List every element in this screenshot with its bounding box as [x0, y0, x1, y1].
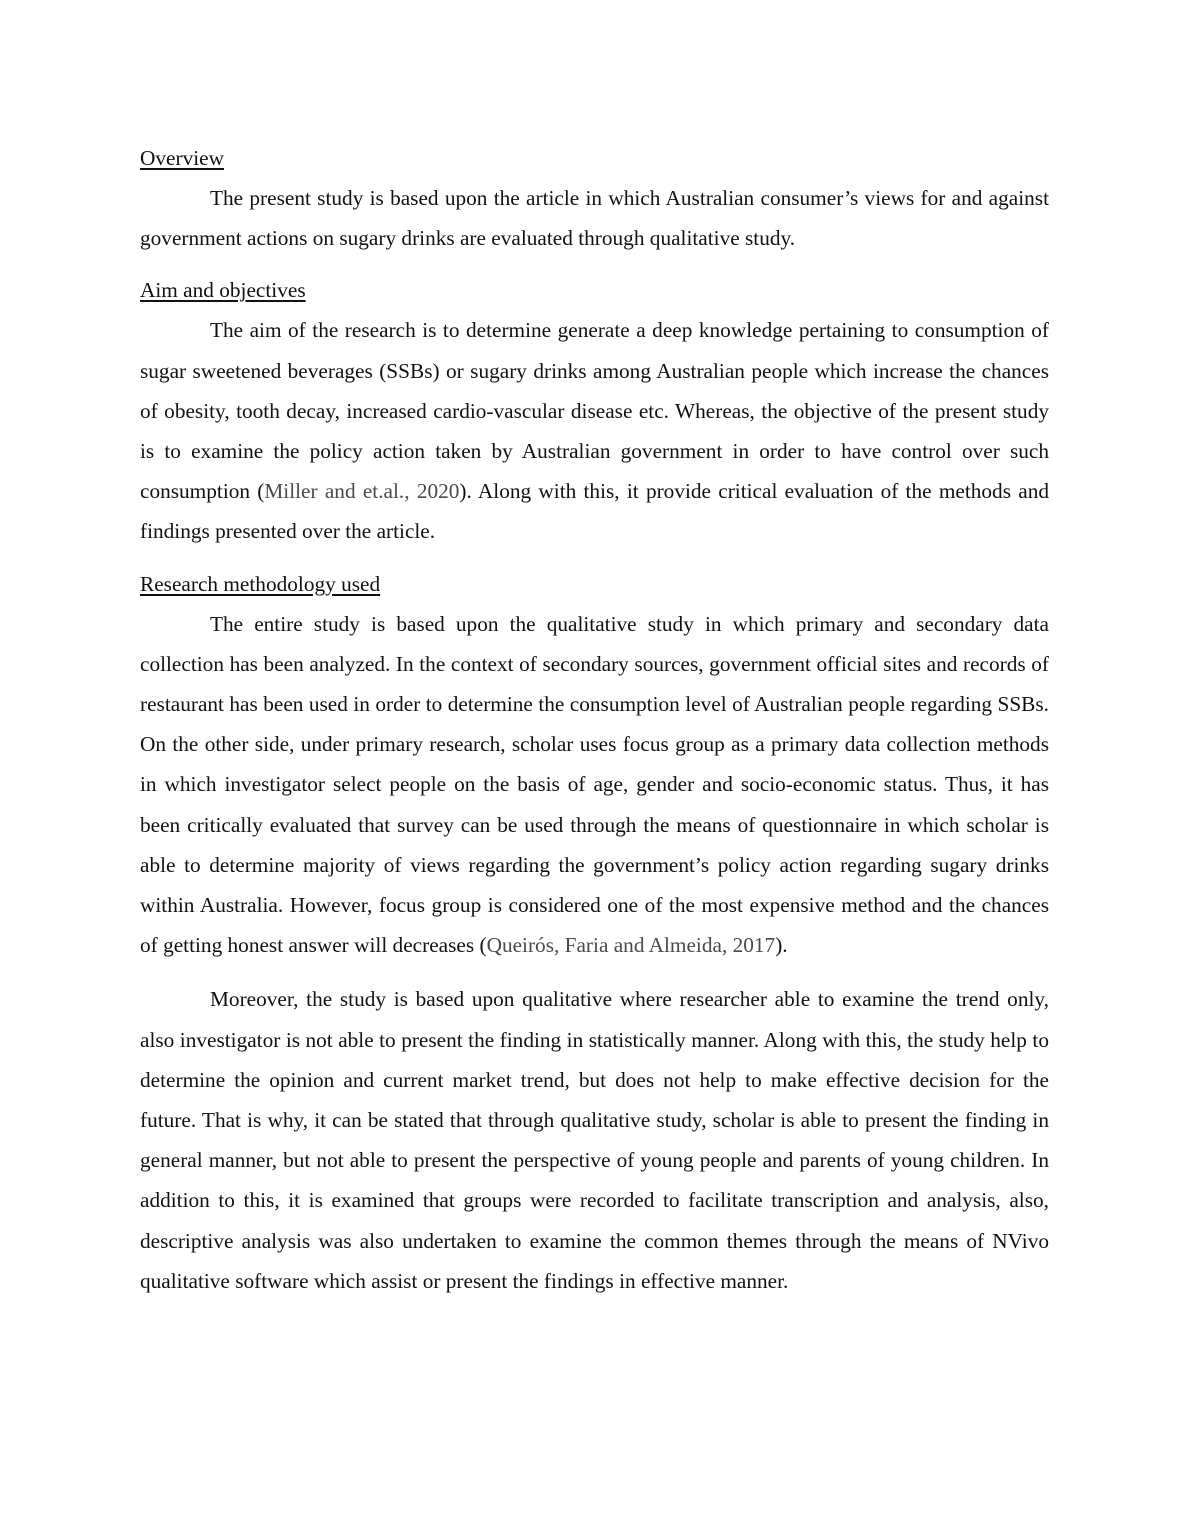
section-heading: Aim and objectives	[140, 278, 306, 303]
section-heading: Research methodology used	[140, 571, 381, 596]
paragraph: Moreover, the study is based upon qualitative where researcher able to examine the trend only, also investigator is not able to present the finding in statistically manner. Along with this, the study help to determine the opinion and current market trend, but does not help to make effective decision for the future. That is why, it can be stated that through qualitative study, scholar is able to present the finding in general manner, but not able to present the perspective of young people and parents of young children. In addition to this, it is examined that groups were recorded to facilitate transcription and analysis, also, descriptive analysis was also undertaken to examine the common themes through the means of NVivo qualitative software which assist or present the findings in effective manner.	[140, 987, 1049, 1293]
paragraph: The present study is based upon the article in which Australian consumer’s views for and against government actions on sugary drinks are evaluated through qualitative study.	[140, 186, 1049, 251]
document-page	[140, 140, 1049, 1301]
citation: Queirós, Faria and Almeida, 2017	[486, 933, 776, 958]
paragraph	[140, 604, 1049, 966]
paragraph-text: ).	[775, 933, 788, 958]
section-research-methodology	[140, 566, 1049, 1301]
section-heading: Overview	[140, 146, 224, 170]
citation: Miller and et.al., 2020	[264, 479, 460, 504]
paragraph	[140, 310, 1049, 551]
paragraph-text: The entire study is based upon the qualitative study in which primary and secondary data collection has been analyzed. In the context of secondary sources, government official sites and records of restaurant has been used in order to determine the consumption level of Australian people regarding SSBs. On the other side, under primary research, scholar uses focus group as a primary data collection methods in which investigator select people on the basis of age, gender and socio-economic status. Thus, it has been critically evaluated that survey can be used through the means of questionnaire in which scholar is able to determine majority of views regarding the government’s policy action regarding sugary drinks within Australia. However, focus group is considered one of the most expensive method and the chances of getting honest answer will decreases (	[140, 611, 1049, 958]
section-overview	[140, 140, 1049, 258]
section-aim-and-objectives	[140, 272, 1049, 551]
paragraph-text: ). Along with this, it provide critical evaluation of the methods and findings presented over the article.	[140, 479, 1049, 544]
paragraph-text: The aim of the research is to determine generate a deep knowledge pertaining to consumption of sugar sweetened beverages (SSBs) or sugary drinks among Australian people which increase the chances of obesity, tooth decay, increased cardio-vascular disease etc. Whereas, the objective of the present study is to examine the policy action taken by Australian government in order to have control over such consumption (	[140, 318, 1049, 504]
